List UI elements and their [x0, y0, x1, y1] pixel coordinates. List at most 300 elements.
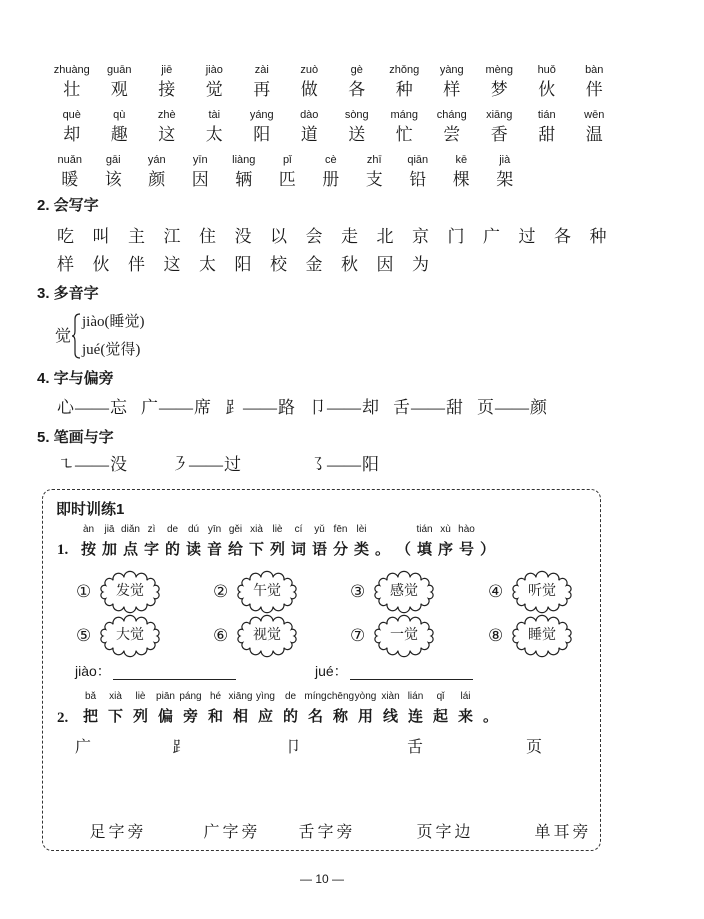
item-number: ⑥	[213, 626, 229, 645]
pinyin-label: wēn	[584, 109, 605, 121]
ruby-cell	[330, 523, 351, 560]
vocab-cell	[143, 108, 191, 153]
strokes-pair	[309, 455, 379, 475]
character-label: 因	[191, 170, 209, 189]
pinyin-label: hé	[209, 691, 222, 702]
vocab-cell	[238, 63, 286, 108]
character-label: 。	[482, 709, 498, 725]
character-label: 旁	[182, 709, 198, 725]
strokes-pair	[57, 455, 127, 475]
pinyin-label: bàn	[585, 64, 604, 76]
pinyin-label: dào	[300, 109, 319, 121]
character-label: 观	[110, 80, 128, 99]
character-label: 音	[206, 542, 222, 558]
word-cloud-item	[488, 572, 576, 612]
character-label: ）	[479, 542, 495, 558]
page-number: — 10 —	[299, 872, 345, 886]
character-label: 接	[158, 80, 176, 99]
vocab-cell	[333, 63, 381, 108]
pinyin-label: guān	[107, 64, 132, 76]
polyphone-reading: jiào(睡觉)	[82, 314, 145, 330]
vocab-cell	[483, 153, 527, 198]
character-label: 尝	[443, 125, 461, 144]
pinyin-label: yīn	[192, 154, 208, 166]
match-radical-name: 单耳旁	[534, 824, 592, 841]
character-label: 点	[122, 542, 138, 558]
pinyin-label: jià	[499, 154, 511, 166]
section-heading-strokes: 5. 笔画与字	[37, 429, 114, 446]
ruby-cell	[203, 690, 228, 727]
cloud-word: 感觉	[390, 584, 418, 599]
vocab-cell	[396, 153, 440, 198]
vocab-cell	[440, 153, 484, 198]
vocab-cell	[571, 108, 619, 153]
vocab-cell	[143, 63, 191, 108]
cloud-word: 大觉	[116, 628, 144, 643]
pinyin-label: zhǒng	[389, 64, 420, 76]
character-label: 称	[332, 709, 348, 725]
vocab-row	[48, 153, 618, 198]
character-label: 册	[322, 170, 340, 189]
pinyin-label: qǐ	[436, 691, 445, 702]
vocab-cell	[238, 108, 286, 153]
pinyin-label: máng	[390, 109, 419, 121]
pinyin-label: dú	[187, 524, 200, 535]
pinyin-label: lèi	[356, 524, 367, 535]
match-radical-name: 页字边	[416, 824, 474, 841]
radical-label: 舌	[393, 398, 410, 417]
radicals-pair	[477, 398, 547, 418]
ruby-cell	[351, 523, 372, 560]
match-radical-name: 舌字旁	[298, 824, 356, 841]
character-label: 加	[101, 542, 117, 558]
word-cloud-item	[213, 616, 301, 656]
character-label: 忙	[395, 125, 413, 144]
pinyin-label: qiān	[407, 154, 429, 166]
word-cloud-item	[350, 616, 438, 656]
character-label: 号	[458, 542, 474, 558]
character-label: 梦	[490, 80, 508, 99]
ruby-cell	[435, 523, 456, 560]
pinyin-label: chēng	[326, 691, 355, 702]
vocab-cell	[48, 153, 92, 198]
character-label: 种	[395, 80, 413, 99]
character-label: 按	[80, 542, 96, 558]
vocab-cell	[135, 153, 179, 198]
character-label: 却	[63, 125, 81, 144]
character-label: 的	[164, 542, 180, 558]
vocab-cell	[523, 63, 571, 108]
ruby-cell	[162, 523, 183, 560]
cloud-word: 发觉	[116, 584, 144, 599]
write-characters-line: 吃叫主江住没以会走北京门广过各种	[57, 227, 625, 246]
character-label: 的	[282, 709, 298, 725]
pinyin-label: yòng	[354, 691, 377, 702]
pinyin-label: zhuàng	[53, 64, 90, 76]
question-1-prompt	[78, 523, 498, 560]
pinyin-label: zhè	[157, 109, 176, 121]
word-cloud-item	[488, 616, 576, 656]
question-2-number: 2.	[57, 710, 69, 726]
connector-dash: ——	[495, 398, 529, 417]
character-label: 给	[227, 542, 243, 558]
pinyin-label: lián	[407, 691, 424, 702]
character-label: 把	[82, 709, 98, 725]
ruby-cell	[178, 690, 203, 727]
answer-blank-line	[350, 663, 473, 680]
pinyin-label: diǎn	[121, 524, 140, 535]
character-label: 铅	[409, 170, 427, 189]
character-label: 偏	[157, 709, 173, 725]
ruby-cell	[120, 523, 141, 560]
ruby-cell	[225, 523, 246, 560]
word-cloud-item	[350, 572, 438, 612]
character-label: 来	[457, 709, 473, 725]
pinyin-label: xià	[250, 524, 263, 535]
pinyin-label: liè	[135, 691, 146, 702]
item-number: ⑤	[76, 626, 92, 645]
example-character: 路	[278, 398, 295, 417]
character-label: 起	[432, 709, 448, 725]
character-label: 道	[300, 125, 318, 144]
vocab-cell	[571, 63, 619, 108]
character-label: 样	[443, 80, 461, 99]
vocab-cell	[381, 63, 429, 108]
ruby-cell	[453, 690, 478, 727]
pinyin-label: zì	[147, 524, 156, 535]
match-radical: ⻊	[171, 739, 189, 756]
ruby-cell	[372, 523, 393, 560]
cloud-word: 视觉	[253, 628, 281, 643]
radical-label: 广	[141, 398, 158, 417]
pinyin-label: xiāng	[486, 109, 513, 121]
pinyin-label: yán	[147, 154, 166, 166]
ruby-cell	[456, 523, 477, 560]
pinyin-label: piān	[156, 691, 175, 702]
pinyin-label: cè	[324, 154, 337, 166]
cloud-word: 睡觉	[528, 628, 556, 643]
answer-jue	[315, 662, 473, 680]
ruby-cell	[414, 523, 435, 560]
example-character: 过	[224, 455, 241, 474]
section-heading-write: 2. 会写字	[37, 197, 99, 214]
character-label: 类	[353, 542, 369, 558]
connector-dash: ——	[327, 455, 361, 474]
pinyin-label: cí	[294, 524, 303, 535]
pinyin-label: de	[284, 691, 297, 702]
ruby-cell	[153, 690, 178, 727]
match-radical: 卩	[284, 739, 302, 756]
section-heading-polyphone: 3. 多音字	[37, 285, 99, 302]
character-label: 这	[158, 125, 176, 144]
vocab-cell	[476, 63, 524, 108]
character-label: 颜	[148, 170, 166, 189]
pinyin-label: liè	[272, 524, 283, 535]
pinyin-label: gè	[350, 64, 363, 76]
ruby-cell	[309, 523, 330, 560]
character-label: 词	[290, 542, 306, 558]
stroke-label: ㇌	[309, 455, 326, 474]
pinyin-label: nuǎn	[57, 154, 82, 166]
character-label: 棵	[452, 170, 470, 189]
pinyin-label: xiàn	[381, 691, 400, 702]
vocab-cell	[266, 153, 310, 198]
vocab-cell	[428, 108, 476, 153]
vocab-cell	[92, 153, 136, 198]
vocab-row	[48, 108, 618, 153]
character-label: 相	[232, 709, 248, 725]
character-label: 读	[185, 542, 201, 558]
polyphone-character: 觉	[55, 328, 72, 345]
pinyin-label: tián	[537, 109, 556, 121]
ruby-cell	[478, 690, 503, 727]
character-label: 字	[143, 542, 159, 558]
pinyin-label: xù	[440, 524, 451, 535]
vocab-row	[48, 63, 618, 108]
question-1-number: 1.	[57, 542, 69, 558]
strokes-pair	[171, 455, 241, 475]
ruby-cell	[246, 523, 267, 560]
cloud-word: 一觉	[390, 628, 418, 643]
character-label: 下	[248, 542, 264, 558]
pinyin-label: lái	[460, 691, 471, 702]
character-label: 温	[585, 125, 603, 144]
pinyin-label: bǎ	[84, 691, 97, 702]
ruby-cell	[288, 523, 309, 560]
example-character: 席	[194, 398, 211, 417]
pinyin-label: pǐ	[282, 154, 292, 166]
answer-jiao	[75, 662, 236, 680]
pinyin-label: àn	[82, 524, 95, 535]
pinyin-label: cháng	[436, 109, 467, 121]
pinyin-label: sòng	[344, 109, 369, 121]
pinyin-label: zhī	[366, 154, 382, 166]
ruby-cell	[204, 523, 225, 560]
character-label: 架	[496, 170, 514, 189]
example-character: 甜	[446, 398, 463, 417]
connector-dash: ——	[75, 398, 109, 417]
write-characters-line: 样伙伴这太阳校金秋因为	[57, 255, 448, 274]
pinyin-label: fēn	[333, 524, 348, 535]
stroke-label: ㇍	[57, 455, 74, 474]
ruby-cell	[228, 690, 253, 727]
answer-label: jiào：	[75, 663, 111, 679]
character-label: 趣	[110, 125, 128, 144]
connector-dash: ——	[189, 455, 223, 474]
radicals-pair	[57, 398, 127, 418]
radical-label: 心	[57, 398, 74, 417]
connector-dash: ——	[243, 398, 277, 417]
ruby-cell	[78, 523, 99, 560]
vocab-cell	[286, 63, 334, 108]
connector-dash: ——	[159, 398, 193, 417]
vocab-cell	[48, 63, 96, 108]
stroke-label: ㇋	[171, 455, 188, 474]
question-2-prompt	[78, 690, 503, 727]
character-label: 该	[104, 170, 122, 189]
vocab-cell	[96, 108, 144, 153]
character-label: 分	[332, 542, 348, 558]
character-label: 各	[348, 80, 366, 99]
ruby-cell	[103, 690, 128, 727]
vocab-cell	[333, 108, 381, 153]
vocab-cell	[191, 63, 239, 108]
ruby-cell	[353, 690, 378, 727]
section-heading-radicals: 4. 字与偏旁	[37, 370, 114, 387]
pinyin-label: míng	[304, 691, 327, 702]
character-label: 伴	[585, 80, 603, 99]
character-label: 用	[357, 709, 373, 725]
character-label: 甜	[538, 125, 556, 144]
pinyin-label: jiē	[161, 64, 173, 76]
example-character: 没	[110, 455, 127, 474]
pinyin-label: yìng	[256, 691, 275, 702]
connector-dash: ——	[411, 398, 445, 417]
cloud-word: 午觉	[253, 584, 281, 599]
radicals-pair	[309, 398, 379, 418]
answer-blank-line	[113, 663, 236, 680]
pinyin-label: hào	[458, 524, 475, 535]
pinyin-label: tài	[208, 109, 221, 121]
vocabulary-grid	[48, 63, 618, 198]
character-label: 暖	[61, 170, 79, 189]
vocab-cell	[381, 108, 429, 153]
character-label: 支	[365, 170, 383, 189]
match-radical-name: 足字旁	[89, 824, 147, 841]
item-number: ②	[213, 582, 229, 601]
character-label: 。	[374, 542, 390, 558]
character-label: 觉	[205, 80, 223, 99]
word-cloud-item	[76, 572, 164, 612]
example-character: 忘	[110, 398, 127, 417]
curly-brace-icon	[71, 313, 82, 359]
character-label: 伙	[538, 80, 556, 99]
example-character: 却	[362, 398, 379, 417]
pinyin-label: jiā	[104, 524, 115, 535]
character-label: 做	[300, 80, 318, 99]
match-radical: 页	[525, 739, 543, 756]
ruby-cell	[183, 523, 204, 560]
character-label: 语	[311, 542, 327, 558]
pinyin-label: liàng	[232, 154, 256, 166]
character-label: 线	[382, 709, 398, 725]
connector-dash: ——	[75, 455, 109, 474]
vocab-cell	[428, 63, 476, 108]
match-radical: 广	[74, 739, 92, 756]
character-label: 匹	[278, 170, 296, 189]
pinyin-label: yǔ	[314, 524, 325, 535]
pinyin-label: yáng	[249, 109, 274, 121]
cloud-word: 听觉	[528, 584, 556, 599]
radical-label: 页	[477, 398, 494, 417]
pinyin-label: qù	[113, 109, 126, 121]
character-label: 填	[416, 542, 432, 558]
vocab-cell	[96, 63, 144, 108]
ruby-cell	[328, 690, 353, 727]
pinyin-label: xià	[109, 691, 122, 702]
stroke-pairs-line	[57, 455, 393, 475]
pinyin-label: tián	[416, 524, 433, 535]
word-cloud-item	[76, 616, 164, 656]
pinyin-label: zài	[254, 64, 269, 76]
pinyin-label: gěi	[228, 524, 243, 535]
character-label: 再	[253, 80, 271, 99]
radical-pairs-line	[57, 398, 561, 418]
pinyin-label: jiào	[205, 64, 223, 76]
pinyin-label: zuò	[300, 64, 319, 76]
vocab-cell	[523, 108, 571, 153]
ruby-cell	[99, 523, 120, 560]
character-label: 辆	[235, 170, 253, 189]
character-label: 壮	[63, 80, 81, 99]
ruby-cell	[403, 690, 428, 727]
character-label: 香	[490, 125, 508, 144]
pinyin-label: mèng	[485, 64, 514, 76]
ruby-cell	[267, 523, 288, 560]
connector-dash: ——	[327, 398, 361, 417]
vocab-cell	[191, 108, 239, 153]
character-label: 下	[107, 709, 123, 725]
polyphone-reading: jué(觉得)	[82, 342, 141, 358]
vocab-cell	[353, 153, 397, 198]
character-label: 太	[205, 125, 223, 144]
radicals-pair	[225, 398, 295, 418]
character-label: （	[395, 542, 411, 558]
ruby-cell	[253, 690, 278, 727]
ruby-cell	[278, 690, 303, 727]
training-title: 即时训练1	[56, 501, 125, 518]
radical-label: 卩	[309, 398, 326, 417]
ruby-cell	[378, 690, 403, 727]
vocab-cell	[179, 153, 223, 198]
pinyin-label: què	[62, 109, 81, 121]
vocab-cell	[48, 108, 96, 153]
example-character: 颜	[530, 398, 547, 417]
pinyin-label: yīn	[207, 524, 222, 535]
character-label: 应	[257, 709, 273, 725]
example-character: 阳	[362, 455, 379, 474]
pinyin-label: huǒ	[537, 64, 556, 76]
character-label: 列	[269, 542, 285, 558]
ruby-cell	[303, 690, 328, 727]
vocab-cell	[309, 153, 353, 198]
item-number: ③	[350, 582, 366, 601]
match-radical: 舌	[406, 739, 424, 756]
pinyin-label: de	[166, 524, 179, 535]
pinyin-label: gāi	[105, 154, 121, 166]
radical-label: ⻊	[225, 398, 242, 417]
word-cloud-item	[213, 572, 301, 612]
ruby-cell	[477, 523, 498, 560]
item-number: ④	[488, 582, 504, 601]
item-number: ⑧	[488, 626, 504, 645]
item-number: ①	[76, 582, 92, 601]
radicals-pair	[393, 398, 463, 418]
radicals-pair	[141, 398, 211, 418]
character-label: 阳	[253, 125, 271, 144]
character-label: 列	[132, 709, 148, 725]
pinyin-label: xiāng	[228, 691, 253, 702]
answer-label: jué：	[315, 663, 348, 679]
character-label: 名	[307, 709, 323, 725]
character-label: 和	[207, 709, 223, 725]
ruby-cell	[78, 690, 103, 727]
ruby-cell	[128, 690, 153, 727]
item-number: ⑦	[350, 626, 366, 645]
character-label: 序	[437, 542, 453, 558]
vocab-cell	[286, 108, 334, 153]
vocab-cell	[476, 108, 524, 153]
